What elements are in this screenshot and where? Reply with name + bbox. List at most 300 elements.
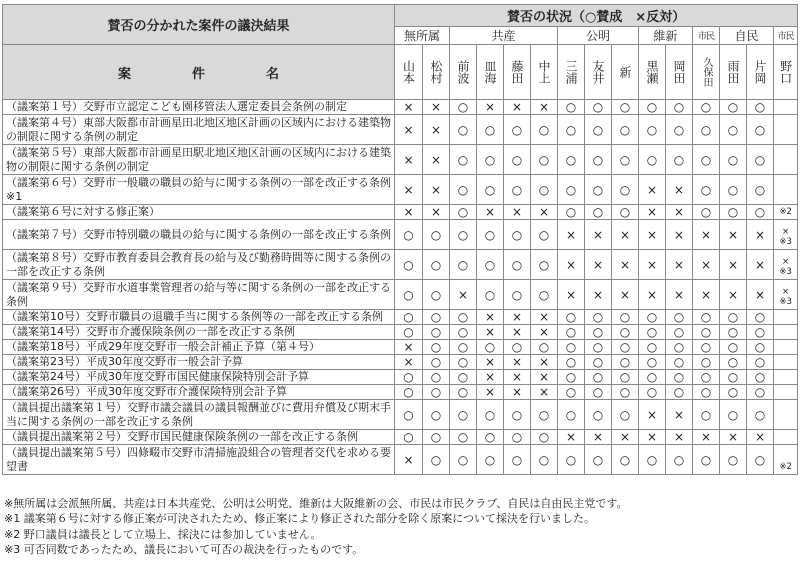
case-name: （議案第６号に対する修正案） bbox=[3, 205, 395, 220]
vote-cell: ○ bbox=[504, 250, 531, 280]
group-label: 市民 bbox=[774, 27, 798, 45]
vote-cell: ○ bbox=[395, 220, 423, 250]
vote-cell: × bbox=[450, 280, 477, 310]
vote-cell: × bbox=[423, 100, 450, 115]
vote-cell: ○ bbox=[720, 400, 747, 430]
vote-cell: ○ bbox=[585, 385, 612, 400]
vote-cell: ○ bbox=[423, 355, 450, 370]
group-label: 公明 bbox=[558, 27, 639, 45]
vote-cell: ○ bbox=[450, 310, 477, 325]
vote-cell: ○ bbox=[531, 250, 558, 280]
vote-cell: ○ bbox=[395, 310, 423, 325]
vote-cell: ○ bbox=[666, 355, 693, 370]
table-row bbox=[3, 385, 798, 400]
vote-cell: ○ bbox=[639, 355, 666, 370]
footnotes bbox=[4, 496, 794, 558]
vote-cell: × bbox=[395, 175, 423, 205]
vote-cell: ○ bbox=[477, 445, 504, 475]
vote-cell: × bbox=[558, 430, 585, 445]
case-name: （議案第８号）交野市教育委員会教育長の給与及び勤務時間等に関する条例の一部を改正する条例 bbox=[3, 250, 395, 280]
vote-cell: ○ bbox=[585, 175, 612, 205]
vote-cell: × bbox=[639, 430, 666, 445]
vote-cell: ○ bbox=[720, 445, 747, 475]
case-name: （議案第14号）交野市介護保険条例の一部を改正する条例 bbox=[3, 325, 395, 340]
vote-cell: × bbox=[423, 115, 450, 145]
vote-cell: ○ bbox=[423, 445, 450, 475]
vote-cell: ○ bbox=[585, 400, 612, 430]
vote-cell: ○ bbox=[531, 430, 558, 445]
table-body bbox=[3, 100, 798, 475]
vote-cell: ○ bbox=[693, 115, 720, 145]
vote-cell: ○ bbox=[450, 205, 477, 220]
chair-note bbox=[774, 310, 798, 325]
case-name: （議案第24号）平成30年度交野市国民健康保険特別会計予算 bbox=[3, 370, 395, 385]
vote-cell: ○ bbox=[504, 145, 531, 175]
vote-cell: ○ bbox=[639, 445, 666, 475]
vote-cell: ○ bbox=[558, 310, 585, 325]
vote-cell: ○ bbox=[450, 250, 477, 280]
vote-cell: ○ bbox=[477, 250, 504, 280]
vote-cell: × bbox=[504, 205, 531, 220]
vote-cell: × bbox=[747, 280, 774, 310]
vote-cell: ○ bbox=[504, 220, 531, 250]
vote-cell: × bbox=[477, 205, 504, 220]
vote-cell: ○ bbox=[558, 445, 585, 475]
vote-cell: ○ bbox=[558, 175, 585, 205]
vote-cell: ○ bbox=[558, 325, 585, 340]
vote-cell: ○ bbox=[395, 250, 423, 280]
vote-cell: × bbox=[639, 400, 666, 430]
vote-cell: × bbox=[693, 280, 720, 310]
vote-cell: ○ bbox=[531, 280, 558, 310]
vote-cell: ○ bbox=[666, 385, 693, 400]
vote-cell: ○ bbox=[747, 340, 774, 355]
vote-cell: ○ bbox=[395, 400, 423, 430]
table-row bbox=[3, 250, 798, 280]
vote-cell: × bbox=[666, 205, 693, 220]
member-name: 山本 bbox=[395, 45, 423, 100]
vote-cell: ○ bbox=[504, 115, 531, 145]
vote-cell: ○ bbox=[693, 340, 720, 355]
table-row bbox=[3, 280, 798, 310]
chair-note bbox=[774, 385, 798, 400]
table-row bbox=[3, 205, 798, 220]
vote-cell: ○ bbox=[531, 115, 558, 145]
vote-cell: × bbox=[504, 385, 531, 400]
vote-cell: ○ bbox=[747, 400, 774, 430]
vote-cell: × bbox=[585, 430, 612, 445]
vote-cell: ○ bbox=[639, 340, 666, 355]
member-name: 中上 bbox=[531, 45, 558, 100]
vote-cell: ○ bbox=[450, 220, 477, 250]
case-name: （議案第26号）平成30年度交野市介護保険特別会計予算 bbox=[3, 385, 395, 400]
vote-cell: ○ bbox=[747, 355, 774, 370]
vote-cell: ○ bbox=[585, 205, 612, 220]
chair-note bbox=[774, 340, 798, 355]
case-name: （議案第10号）交野市職員の退職手当に関する条例等の一部を改正する条例 bbox=[3, 310, 395, 325]
vote-cell: ○ bbox=[720, 325, 747, 340]
vote-cell: ○ bbox=[612, 175, 639, 205]
vote-cell: ○ bbox=[395, 325, 423, 340]
vote-cell: ○ bbox=[395, 385, 423, 400]
vote-cell: ○ bbox=[666, 100, 693, 115]
vote-cell: × bbox=[720, 430, 747, 445]
vote-cell: × bbox=[423, 175, 450, 205]
table-row bbox=[3, 325, 798, 340]
table-row bbox=[3, 445, 798, 475]
vote-cell: ○ bbox=[612, 325, 639, 340]
table-row bbox=[3, 310, 798, 325]
vote-cell: ○ bbox=[639, 325, 666, 340]
vote-cell: ○ bbox=[477, 145, 504, 175]
vote-cell: × bbox=[395, 100, 423, 115]
vote-cell: ○ bbox=[693, 370, 720, 385]
case-name: （議案第23号）平成30年度交野市一般会計予算 bbox=[3, 355, 395, 370]
group-label: 無所属 bbox=[395, 27, 450, 45]
vote-cell: ○ bbox=[531, 445, 558, 475]
vote-cell: × bbox=[639, 205, 666, 220]
vote-cell: × bbox=[639, 280, 666, 310]
vote-cell: ○ bbox=[423, 325, 450, 340]
vote-cell: ○ bbox=[693, 310, 720, 325]
case-name: （議案第５号）東部大阪都市計画星田駅北地区地区計画の区域内における建築物の制限に関する条例の制定 bbox=[3, 145, 395, 175]
vote-cell: ○ bbox=[612, 370, 639, 385]
vote-cell: ○ bbox=[720, 370, 747, 385]
chair-note bbox=[774, 100, 798, 115]
vote-cell: ○ bbox=[693, 355, 720, 370]
chair-note bbox=[774, 370, 798, 385]
vote-cell: ○ bbox=[585, 370, 612, 385]
vote-cell: ○ bbox=[612, 400, 639, 430]
chair-note: ※2 bbox=[774, 205, 798, 220]
vote-cell: ○ bbox=[747, 205, 774, 220]
vote-cell: ○ bbox=[747, 115, 774, 145]
vote-cell: × bbox=[504, 370, 531, 385]
vote-cell: × bbox=[477, 100, 504, 115]
vote-cell: ○ bbox=[558, 370, 585, 385]
chair-note bbox=[774, 175, 798, 205]
vote-cell: × bbox=[666, 280, 693, 310]
vote-cell: ○ bbox=[639, 100, 666, 115]
vote-cell: × bbox=[531, 385, 558, 400]
vote-cell: ○ bbox=[423, 430, 450, 445]
vote-results-table bbox=[2, 4, 798, 475]
vote-cell: × bbox=[395, 445, 423, 475]
vote-cell: × bbox=[747, 430, 774, 445]
vote-cell: × bbox=[531, 355, 558, 370]
vote-cell: ○ bbox=[450, 325, 477, 340]
table-title: 賛否の分かれた案件の議決結果 bbox=[3, 5, 395, 45]
vote-cell: × bbox=[666, 220, 693, 250]
vote-cell: ○ bbox=[585, 145, 612, 175]
vote-cell: ○ bbox=[720, 310, 747, 325]
group-label: 維新 bbox=[639, 27, 693, 45]
vote-cell: ○ bbox=[531, 340, 558, 355]
vote-cell: ○ bbox=[585, 310, 612, 325]
vote-cell: × bbox=[693, 220, 720, 250]
chair-note bbox=[774, 355, 798, 370]
vote-cell: ○ bbox=[666, 340, 693, 355]
vote-cell: ○ bbox=[720, 145, 747, 175]
vote-cell: ○ bbox=[423, 370, 450, 385]
vote-cell: ○ bbox=[720, 175, 747, 205]
vote-cell: ○ bbox=[450, 445, 477, 475]
footnote: ※無所属は会派無所属、共産は日本共産党、公明は公明党、維新は大阪維新の会、市民は市民クラブ、自民は自由民主党です。 bbox=[4, 497, 628, 510]
vote-cell: ○ bbox=[395, 370, 423, 385]
member-name: 雨田 bbox=[720, 45, 747, 100]
vote-cell: × bbox=[693, 430, 720, 445]
vote-cell: ○ bbox=[531, 220, 558, 250]
member-name: 新 bbox=[612, 45, 639, 100]
vote-cell: ○ bbox=[558, 340, 585, 355]
vote-cell: ○ bbox=[747, 370, 774, 385]
vote-cell: × bbox=[477, 310, 504, 325]
vote-cell: × bbox=[531, 325, 558, 340]
vote-cell: ○ bbox=[747, 310, 774, 325]
vote-cell: × bbox=[666, 175, 693, 205]
vote-cell: ○ bbox=[450, 385, 477, 400]
vote-cell: ○ bbox=[693, 205, 720, 220]
vote-cell: ○ bbox=[585, 340, 612, 355]
vote-cell: ○ bbox=[504, 280, 531, 310]
vote-cell: ○ bbox=[639, 370, 666, 385]
vote-cell: ○ bbox=[747, 325, 774, 340]
vote-cell: ○ bbox=[423, 400, 450, 430]
vote-cell: ○ bbox=[395, 430, 423, 445]
vote-cell: × bbox=[558, 280, 585, 310]
vote-cell: × bbox=[612, 430, 639, 445]
group-label: 自民 bbox=[720, 27, 774, 45]
vote-cell: ○ bbox=[693, 445, 720, 475]
vote-cell: ○ bbox=[666, 445, 693, 475]
table-row bbox=[3, 400, 798, 430]
vote-cell: × bbox=[477, 385, 504, 400]
vote-cell: ○ bbox=[612, 445, 639, 475]
vote-cell: ○ bbox=[585, 115, 612, 145]
vote-cell: ○ bbox=[558, 145, 585, 175]
vote-cell: ○ bbox=[558, 205, 585, 220]
vote-cell: ○ bbox=[612, 145, 639, 175]
member-name: 藤田 bbox=[504, 45, 531, 100]
vote-cell: × bbox=[720, 250, 747, 280]
member-name: 野口 bbox=[774, 45, 798, 100]
table-row bbox=[3, 370, 798, 385]
vote-cell: ○ bbox=[666, 370, 693, 385]
vote-cell: ○ bbox=[693, 145, 720, 175]
vote-cell: ○ bbox=[720, 385, 747, 400]
table-row bbox=[3, 220, 798, 250]
vote-cell: × bbox=[395, 355, 423, 370]
vote-cell: ○ bbox=[612, 355, 639, 370]
vote-cell: ○ bbox=[531, 145, 558, 175]
vote-cell: ○ bbox=[693, 325, 720, 340]
vote-cell: ○ bbox=[612, 205, 639, 220]
vote-cell: ○ bbox=[477, 175, 504, 205]
case-name: （議員提出議案第５号）四條畷市交野市清掃施設組合の管理者交代を求める要望書 bbox=[3, 445, 395, 475]
case-name: （議案第６号）交野市一般職の職員の給与に関する条例の一部を改正する条例 ※1 bbox=[3, 175, 395, 205]
vote-cell: ○ bbox=[450, 430, 477, 445]
vote-cell: ○ bbox=[477, 340, 504, 355]
vote-cell: ○ bbox=[747, 175, 774, 205]
vote-cell: ○ bbox=[504, 175, 531, 205]
vote-cell: × bbox=[639, 250, 666, 280]
vote-cell: × bbox=[558, 250, 585, 280]
vote-cell: ○ bbox=[558, 355, 585, 370]
vote-cell: ○ bbox=[450, 115, 477, 145]
group-label: 共産 bbox=[450, 27, 558, 45]
member-name: 岡田 bbox=[666, 45, 693, 100]
vote-cell: × bbox=[395, 145, 423, 175]
status-title: 賛否の状況（○賛成 ×反対） bbox=[395, 5, 798, 27]
vote-cell: × bbox=[747, 220, 774, 250]
vote-cell: ○ bbox=[477, 430, 504, 445]
vote-cell: ○ bbox=[450, 145, 477, 175]
chair-note bbox=[774, 325, 798, 340]
vote-cell: × bbox=[558, 220, 585, 250]
vote-cell: ○ bbox=[693, 400, 720, 430]
vote-cell: ○ bbox=[720, 355, 747, 370]
vote-cell: ○ bbox=[585, 445, 612, 475]
vote-cell: × bbox=[504, 310, 531, 325]
vote-cell: ○ bbox=[585, 355, 612, 370]
chair-note: ※2 bbox=[774, 445, 798, 475]
vote-cell: × bbox=[531, 205, 558, 220]
vote-cell: ○ bbox=[423, 220, 450, 250]
vote-cell: ○ bbox=[477, 400, 504, 430]
vote-cell: × bbox=[585, 280, 612, 310]
vote-cell: × bbox=[666, 430, 693, 445]
vote-cell: ○ bbox=[558, 115, 585, 145]
vote-cell: ○ bbox=[747, 445, 774, 475]
vote-cell: ○ bbox=[747, 385, 774, 400]
table-row bbox=[3, 430, 798, 445]
vote-cell: × bbox=[531, 370, 558, 385]
vote-cell: ○ bbox=[747, 145, 774, 175]
vote-cell: ○ bbox=[450, 340, 477, 355]
vote-cell: ○ bbox=[666, 310, 693, 325]
member-name: 黒瀬 bbox=[639, 45, 666, 100]
vote-cell: ○ bbox=[450, 400, 477, 430]
member-name: 片岡 bbox=[747, 45, 774, 100]
vote-cell: ○ bbox=[504, 430, 531, 445]
vote-cell: ○ bbox=[612, 115, 639, 145]
vote-cell: ○ bbox=[666, 115, 693, 145]
chair-note: × ※3 bbox=[774, 220, 798, 250]
vote-cell: × bbox=[531, 310, 558, 325]
vote-cell: ○ bbox=[531, 175, 558, 205]
vote-cell: ○ bbox=[504, 340, 531, 355]
vote-cell: × bbox=[504, 325, 531, 340]
vote-cell: × bbox=[395, 340, 423, 355]
vote-cell: × bbox=[477, 370, 504, 385]
table-row bbox=[3, 175, 798, 205]
vote-cell: ○ bbox=[450, 175, 477, 205]
vote-cell: ○ bbox=[612, 385, 639, 400]
vote-cell: ○ bbox=[395, 280, 423, 310]
vote-cell: × bbox=[666, 400, 693, 430]
table-row bbox=[3, 100, 798, 115]
vote-cell: ○ bbox=[693, 100, 720, 115]
table-row bbox=[3, 145, 798, 175]
case-name: （議案第７号）交野市特別職の職員の給与に関する条例の一部を改正する条例 bbox=[3, 220, 395, 250]
chair-note bbox=[774, 400, 798, 430]
vote-cell: × bbox=[639, 220, 666, 250]
case-name: （議員提出議案第２号）交野市国民健康保険条例の一部を改正する条例 bbox=[3, 430, 395, 445]
vote-cell: ○ bbox=[558, 400, 585, 430]
footnote: ※3 可否同数であったため、議長において可否の裁決を行ったものです。 bbox=[4, 543, 364, 557]
vote-cell: ○ bbox=[585, 325, 612, 340]
vote-cell: × bbox=[585, 250, 612, 280]
footnote: ※1 議案第６号に対する修正案が可決されたため、修正案により修正された部分を除く原案について採決を行いました。 bbox=[4, 512, 596, 526]
vote-cell: × bbox=[504, 100, 531, 115]
chair-note bbox=[774, 145, 798, 175]
vote-cell: × bbox=[639, 175, 666, 205]
vote-cell: ○ bbox=[720, 340, 747, 355]
chair-note: × ※3 bbox=[774, 280, 798, 310]
chair-note bbox=[774, 430, 798, 445]
case-name: （議案第４号）東部大阪都市計画星田北地区地区計画の区域内における建築物の制限に関する条例の制定 bbox=[3, 115, 395, 145]
vote-cell: ○ bbox=[423, 280, 450, 310]
vote-cell: × bbox=[477, 355, 504, 370]
case-name: （議案第18号）平成29年度交野市一般会計補正予算（第４号） bbox=[3, 340, 395, 355]
vote-cell: ○ bbox=[612, 100, 639, 115]
vote-cell: ○ bbox=[693, 175, 720, 205]
vote-cell: ○ bbox=[747, 100, 774, 115]
vote-cell: ○ bbox=[612, 340, 639, 355]
vote-cell: ○ bbox=[423, 310, 450, 325]
vote-cell: ○ bbox=[639, 310, 666, 325]
vote-cell: ○ bbox=[612, 310, 639, 325]
vote-cell: ○ bbox=[477, 115, 504, 145]
vote-cell: ○ bbox=[666, 325, 693, 340]
vote-cell: ○ bbox=[450, 355, 477, 370]
member-name: 友井 bbox=[585, 45, 612, 100]
vote-cell: ○ bbox=[720, 100, 747, 115]
vote-cell: × bbox=[531, 100, 558, 115]
vote-cell: × bbox=[504, 355, 531, 370]
vote-cell: ○ bbox=[450, 370, 477, 385]
vote-cell: ○ bbox=[531, 400, 558, 430]
case-name: （議員提出議案第１号）交野市議会議員の議員報酬並びに費用弁償及び期末手当に関する条例の一部を改正する条例 bbox=[3, 400, 395, 430]
vote-cell: × bbox=[720, 220, 747, 250]
vote-cell: ○ bbox=[504, 400, 531, 430]
table-row bbox=[3, 115, 798, 145]
member-name: 松村 bbox=[423, 45, 450, 100]
case-column-header: 案 件 名 bbox=[3, 45, 395, 100]
vote-cell: × bbox=[423, 145, 450, 175]
chair-note: × ※3 bbox=[774, 250, 798, 280]
vote-cell: × bbox=[612, 250, 639, 280]
table-row bbox=[3, 355, 798, 370]
vote-cell: ○ bbox=[477, 280, 504, 310]
vote-cell: ○ bbox=[693, 385, 720, 400]
vote-cell: ○ bbox=[423, 340, 450, 355]
vote-cell: ○ bbox=[666, 145, 693, 175]
vote-cell: × bbox=[423, 205, 450, 220]
chair-note bbox=[774, 115, 798, 145]
vote-cell: × bbox=[720, 280, 747, 310]
vote-cell: ○ bbox=[477, 220, 504, 250]
vote-cell: ○ bbox=[558, 100, 585, 115]
vote-cell: × bbox=[693, 250, 720, 280]
member-name: 皿海 bbox=[477, 45, 504, 100]
vote-cell: × bbox=[612, 280, 639, 310]
member-name: 久保田 bbox=[693, 45, 720, 100]
vote-cell: ○ bbox=[558, 385, 585, 400]
case-name: （議案第９号）交野市水道事業管理者の給与等に関する条例の一部を改正する条例 bbox=[3, 280, 395, 310]
vote-cell: × bbox=[666, 250, 693, 280]
vote-cell: × bbox=[395, 115, 423, 145]
